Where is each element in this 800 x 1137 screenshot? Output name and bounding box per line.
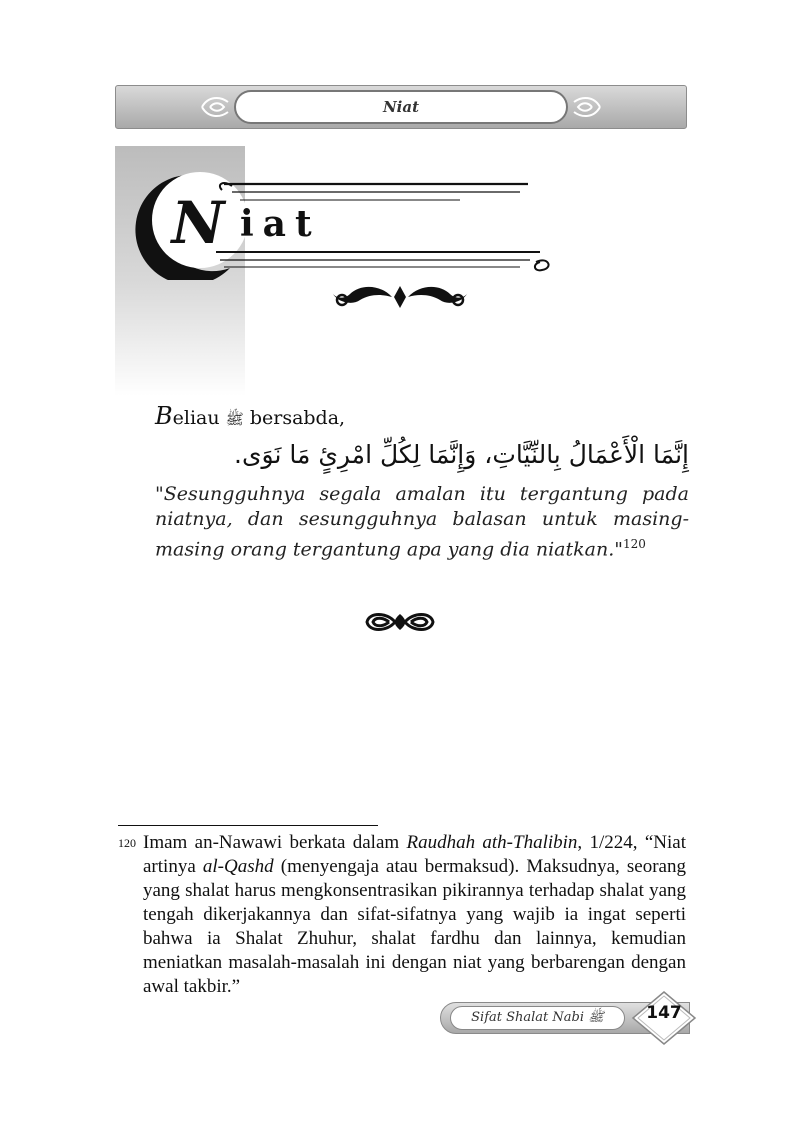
- footnote-reference: 120: [623, 537, 646, 551]
- hadith-translation: [155, 482, 689, 562]
- footer-book-title: [471, 1009, 604, 1028]
- running-title: Niat: [382, 98, 420, 116]
- scroll-divider-ornament-icon: [330, 280, 470, 314]
- header-title-pill: [234, 90, 568, 124]
- footer-title-pill: [450, 1006, 625, 1030]
- footnote-source-title: Raudhah ath-Thalibin: [406, 832, 578, 853]
- quote-text: "Sesungguhnya segala amalan itu tergantung pada niatnya, dan sesungguhnya balasan untuk masing-masing orang tergantung apa yang dia niatkan.": [155, 483, 689, 561]
- section-end-ornament-icon: [363, 610, 437, 634]
- footnote-number: 120: [118, 836, 136, 850]
- page-number: 147: [646, 1003, 682, 1023]
- intro-verb: bersabda,: [249, 407, 346, 429]
- footnote-separator: [118, 825, 378, 826]
- footnote-part-1: Imam an-Nawawi berkata dalam: [143, 832, 407, 853]
- footnote-term: al-Qashd: [202, 856, 274, 877]
- footnote-text: [143, 831, 686, 999]
- footer-honorific: ﷺ: [588, 1009, 604, 1025]
- footnote-part-3: (menyengaja atau bermaksud). Maksudnya, seorang yang shalat harus mengkonsentrasikan pikirannya terhadap shalat yang tengah dikerjakannya dan sifat-sifatnya yang wajib ia ingat seperti bahwa ia Shalat Zhuhur, shalat fardhu dan lainnya, kemudian meniatkan masalah-masalah ini dengan niat yang berbarengan dengan awal takbir.”: [143, 856, 686, 997]
- intro-honorific: ﷺ: [225, 410, 244, 428]
- intro-dropcap: B: [155, 402, 173, 430]
- arabic-hadith-text: إِنَّمَا الْأَعْمَالُ بِالنِّيَّاتِ، وَإِنَّمَا لِكُلِّ امْرِئٍ مَا نَوَى.: [234, 440, 689, 469]
- hadith-intro: [155, 402, 345, 432]
- chapter-title: iat: [240, 203, 321, 245]
- intro-word: eliau: [172, 407, 220, 429]
- book-title: Sifat Shalat Nabi: [471, 1009, 585, 1025]
- running-header: [115, 85, 687, 129]
- chapter-title-initial: N: [171, 189, 225, 257]
- footnote-part-2: , 1/224, “Niat artinya: [143, 832, 686, 877]
- left-floral-ornament-icon: [198, 90, 232, 124]
- right-floral-ornament-icon: [570, 90, 604, 124]
